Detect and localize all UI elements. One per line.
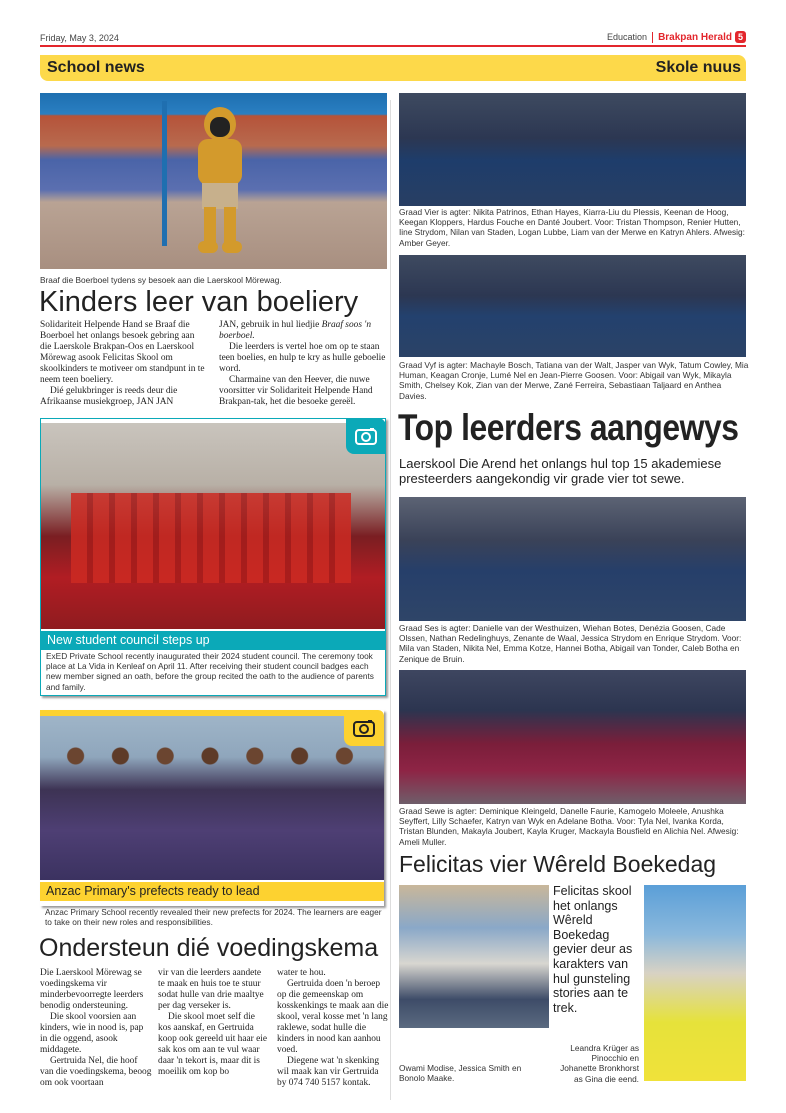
anzac-prefects-photo — [40, 716, 384, 880]
voedingskema-column-2 — [158, 968, 270, 1078]
paragraph: Die leerders is vertel hoe om op te staan teen boelies, en hulp te kry as hulle geboelie word. — [219, 342, 386, 374]
anzac-prefects-card — [40, 710, 384, 906]
voedingskema-headline: Ondersteun dié voedingskema — [39, 934, 379, 962]
paragraph: water te hou. — [277, 968, 326, 978]
felicitas-pinocchio-photo — [644, 885, 746, 1081]
camera-icon — [355, 427, 377, 445]
felicitas-left-caption: Owami Modise, Jessica Smith en Bonolo Maake. — [399, 1063, 522, 1084]
grade-six-photo — [399, 497, 746, 621]
student-council-body: ExED Private School recently inaugurated their 2024 student council. The ceremony took place at La Vida in Kenleaf on April 11. After receiving their student council badges each new member signed an oath, before the group recited the oath to the audience of parents and family. — [46, 651, 374, 692]
paragraph: Dié gelukbringer is reeds deur die Afrikaanse musiekgroep, JAN JAN — [40, 386, 178, 407]
newspaper-brand: Brakpan Herald — [658, 31, 732, 43]
paragraph: Die skool voorsien aan kinders, wie in nood is, pap in die oggend, asook middagete. — [40, 1012, 144, 1055]
paragraph: Gertruida doen 'n beroep op die gemeenskap om kosskenkings te maak aan die skool, veral kosse met 'n lang raklewe, sodat hulle die kinders in nood kan aanhou voed. — [277, 979, 389, 1055]
section-label: Education — [607, 32, 648, 42]
paragraph: Gertruida Nel, die hoof van die voedingskema, beoog om ook voortaan — [40, 1056, 152, 1088]
boeliery-column-1 — [40, 320, 208, 408]
paragraph: Die Laerskool Mörewag se voedingskema vir minderbevoorregte leerders benodig ondersteuning. — [40, 968, 144, 1011]
grade-five-caption: Graad Vyf is agter: Machayle Bosch, Tatiana van der Walt, Jasper van Wyk, Tatum Cowley, Mia Human, Keagan Cronje, Lumé Nel en Jean-Pierre Goosen. Voor: Abigail van Wyk, Mikayla Smith, Chelsey Kok, Zian van der Merwe, Zané Ferreira, Sebastiaan Taljaard en Anthea Davies. — [399, 360, 749, 401]
paragraph: Charmaine van den Heever, die nuwe voorsitter vir Solidariteit Helpende Hand Brakpan-tak, het die besoeke gereël. — [219, 375, 373, 407]
boerboel-mascot-photo — [40, 93, 387, 269]
camera-badge — [344, 710, 384, 746]
section-band — [40, 55, 746, 81]
column-divider — [390, 100, 391, 1100]
boeliery-column-2 — [219, 320, 389, 408]
anzac-body: Anzac Primary School recently revealed their new prefects for 2024. The learners are eager to take on their new roles and responsibilities. — [45, 907, 382, 928]
student-council-title-bar: New student council steps up — [41, 631, 385, 650]
paragraph: Solidariteit Helpende Hand se Braaf die Boerboel het onlangs besoek gebring aan die Laerskole Brakpan-Oos en Laerskool Mörewag asook Felicitas Skool om skoolkinders te motiveer om standpunt in te neem teen boeliery. — [40, 320, 205, 385]
felicitas-pirate-photo — [399, 885, 549, 1028]
grade-four-photo — [399, 93, 746, 206]
issue-date: Friday, May 3, 2024 — [40, 33, 119, 43]
paragraph: Die skool moet self die kos aanskaf, en Gertruida koop ook gereeld uit haar eie sak kos om aan te vul waar daar 'n tekort is, maar dit is moeilik om kop bo — [158, 1012, 268, 1077]
grade-six-caption: Graad Ses is agter: Danielle van der Westhuizen, Wiehan Botes, Denézia Goosen, Cade Olssen, Nathan Redelinghuys, Zenante de Waal, Jessica Strydom en Enrique Strydom. Voor: Mila van Staden, Nikita Nel, Emma Kotze, Hannei Botha, Abigail van Tonder, Caleb Botha en Zenique de Bruin. — [399, 623, 742, 664]
grade-five-photo — [399, 255, 746, 357]
voedingskema-column-3 — [277, 968, 389, 1089]
camera-icon — [353, 719, 375, 737]
top-leerders-intro: Laerskool Die Arend het onlangs hul top 15 akademiese presteerders aangekondig vir grade vier tot sewe. — [399, 456, 722, 486]
student-council-card — [40, 418, 386, 696]
grade-seven-photo — [399, 670, 746, 804]
section-title-afrikaans: Skole nuus — [655, 59, 741, 76]
shade-pole — [162, 101, 167, 246]
masthead-rule — [40, 45, 746, 47]
song-title: Braaf soos 'n boerboel. — [219, 320, 372, 341]
paragraph: vir van die leerders aandete te maak en huis toe te stuur sodat hulle van drie maaltye per dag verseker is. — [158, 968, 264, 1011]
mascot-figure — [190, 107, 250, 257]
top-leerders-headline: Top leerders aangewys — [398, 407, 739, 448]
grade-four-caption: Graad Vier is agter: Nikita Patrinos, Ethan Hayes, Kiarra-Liu du Plessis, Keenan de Hoog, Keegan Kloppers, Hardus Fouche en Danté Joubert. Voor: Tristan Thompson, Renier Hutten, Iine Strydom, Nilan van Staden, Logan Lubbe, Liam van der Merwe en Katryn Ahlers. Afwesig: Amber Geyer. — [399, 207, 745, 248]
felicitas-right-caption: Leandra Krüger as Pinocchio en Johanette Bronkhorst as Gina die eend. — [560, 1043, 639, 1084]
anzac-title-bar: Anzac Primary's prefects ready to lead — [40, 882, 384, 901]
felicitas-headline: Felicitas vier Wêreld Boekedag — [399, 851, 717, 877]
masthead-right — [607, 31, 746, 43]
boeliery-headline: Kinders leer van boeliery — [39, 286, 359, 318]
page-number-badge: 5 — [735, 31, 746, 43]
section-title-english: School news — [47, 59, 145, 76]
camera-badge — [346, 418, 386, 454]
masthead-divider — [652, 32, 653, 43]
student-council-photo — [41, 423, 385, 629]
paragraph: Diegene wat 'n skenking wil maak kan vir Gertruida by 074 740 5157 kontak. — [277, 1056, 380, 1088]
felicitas-blurb: Felicitas skool het onlangs Wêreld Boekedag gevier deur as karakters van hul gunsteling stories aan te trek. — [553, 884, 633, 1015]
voedingskema-column-1 — [40, 968, 152, 1089]
paragraph: JAN, gebruik in hul liedjie Braaf soos 'n boerboel. — [219, 320, 372, 341]
boerboel-photo-caption: Braaf die Boerboel tydens sy besoek aan die Laerskool Mörewag. — [40, 275, 282, 285]
grade-seven-caption: Graad Sewe is agter: Deminique Kleingeld, Danelle Faurie, Kamogelo Moleele, Anushka Seyffert, Lilly Schaefer, Katryn van Wyk en Adelane Botha. Voor: Tyla Nel, Ivanka Korda, Tristan Blunden, Makayla Joubert, Kayla Kruger, Mackayla Bousfield en Alichia Nel. Afwesig: Ameli Muller. — [399, 806, 739, 847]
